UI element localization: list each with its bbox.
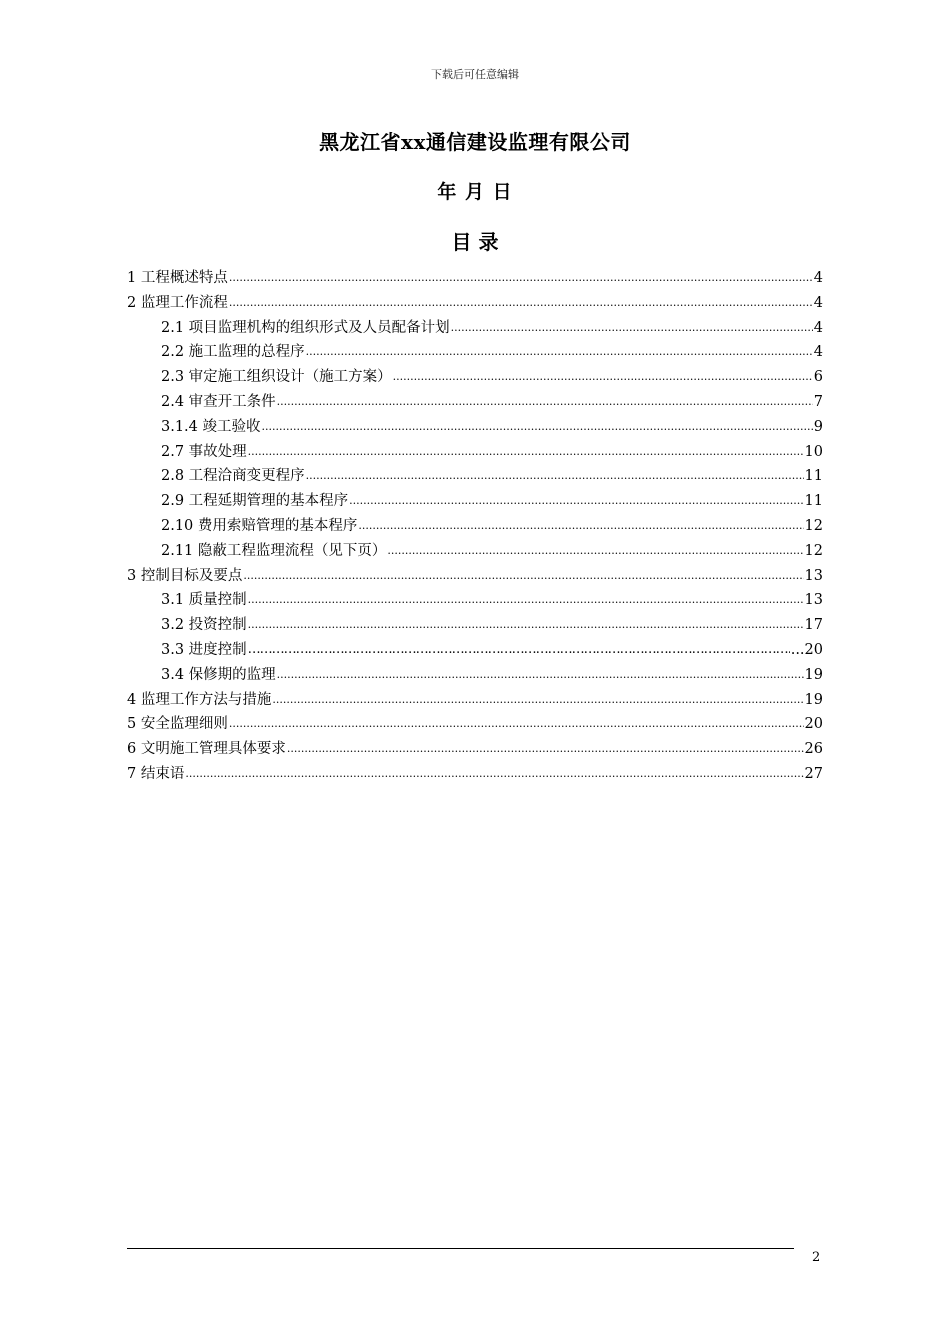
- toc-leader-dots: [229, 291, 813, 316]
- toc-entry-page: 6: [813, 369, 823, 386]
- toc-leader-dots: [262, 415, 813, 440]
- toc-entry-label: 3.4 保修期的监理: [161, 666, 276, 683]
- toc-entry-page: 19: [804, 691, 823, 708]
- toc-entry-label: 3.2 投资控制: [161, 617, 247, 634]
- toc-leader-dots: [287, 737, 804, 762]
- toc-entry-label: 3.1 质量控制: [161, 592, 247, 609]
- toc-entry-page: 7: [813, 393, 823, 410]
- toc-leader-dots: [229, 266, 813, 291]
- toc-title: 目 录: [451, 230, 499, 254]
- toc-leader-dots: [393, 365, 813, 390]
- toc-entry-page: 4: [813, 319, 823, 336]
- toc-entry-label: 7 结束语: [127, 765, 185, 782]
- date-line: 年 月 日: [437, 181, 513, 203]
- toc-entry-label: 2 监理工作流程: [127, 294, 228, 311]
- toc-entry-label: 2.3 审定施工组织设计（施工方案）: [161, 369, 392, 386]
- toc-entry[interactable]: [127, 588, 823, 613]
- toc-entry[interactable]: [127, 464, 823, 489]
- toc-entry-label: 2.10 费用索赔管理的基本程序: [161, 517, 358, 534]
- toc-entry[interactable]: [127, 514, 823, 539]
- toc-entry-page: 12: [804, 542, 823, 559]
- toc-entry[interactable]: [127, 291, 823, 316]
- company-title: 黑龙江省xx通信建设监理有限公司: [319, 130, 631, 154]
- toc-entry[interactable]: [127, 638, 823, 663]
- toc-entry-page: 12: [804, 517, 823, 534]
- toc-entry-page: 9: [813, 418, 823, 435]
- toc-entry-page: 4: [813, 344, 823, 361]
- toc-leader-dots: [306, 464, 804, 489]
- toc-entry-page: 20: [804, 716, 823, 733]
- toc-leader-dots: [185, 762, 803, 787]
- toc-entry[interactable]: [127, 737, 823, 762]
- toc-entry-page: 26: [804, 741, 823, 758]
- toc-leader-dots: [387, 539, 803, 564]
- toc-entry[interactable]: [127, 390, 823, 415]
- toc-entry-page: 17: [804, 617, 823, 634]
- toc-entry[interactable]: [127, 613, 823, 638]
- toc-entry-label: 4 监理工作方法与措施: [127, 691, 272, 708]
- toc-entry-page: 4: [813, 294, 823, 311]
- toc-entry-page: ...20: [790, 641, 823, 658]
- toc-leader-dots: [358, 514, 803, 539]
- toc-entry-label: 2.8 工程洽商变更程序: [161, 468, 305, 485]
- toc-entry-page: 13: [804, 592, 823, 609]
- toc-leader-dots: [248, 588, 804, 613]
- toc-leader-dots: [248, 613, 804, 638]
- toc-entry[interactable]: [127, 489, 823, 514]
- toc-entry-label: 3 控制目标及要点: [127, 567, 243, 584]
- toc-entry-label: 2.9 工程延期管理的基本程序: [161, 493, 349, 510]
- toc-entry-label: 2.1 项目监理机构的组织形式及人员配备计划: [161, 319, 450, 336]
- toc-entry[interactable]: [127, 340, 823, 365]
- toc-entry[interactable]: [127, 712, 823, 737]
- toc-leader-dots: [229, 712, 804, 737]
- toc-entry-page: 27: [804, 765, 823, 782]
- table-of-contents: [127, 266, 823, 787]
- toc-entry-page: 4: [813, 270, 823, 286]
- toc-entry[interactable]: [127, 762, 823, 787]
- toc-entry[interactable]: [127, 564, 823, 589]
- page-number: 2: [812, 1250, 821, 1265]
- toc-entry-page: 10: [804, 443, 823, 460]
- toc-entry[interactable]: [127, 365, 823, 390]
- toc-entry[interactable]: [127, 440, 823, 465]
- toc-entry[interactable]: [127, 688, 823, 713]
- toc-leader-dots: [451, 316, 813, 341]
- toc-leader-dots: [277, 663, 804, 688]
- toc-leader-dots: [306, 340, 813, 365]
- toc-leader-dots: [248, 440, 804, 465]
- toc-entry-page: 19: [804, 666, 823, 683]
- toc-entry-label: 5 安全监理细则: [127, 716, 228, 733]
- toc-entry-label: 6 文明施工管理具体要求: [127, 741, 286, 758]
- toc-entry-label: 2.4 审查开工条件: [161, 393, 276, 410]
- toc-entry-label: 1 工程概述特点: [127, 270, 228, 286]
- toc-leader-dots: [248, 638, 790, 663]
- toc-entry-label: 2.7 事故处理: [161, 443, 247, 460]
- toc-entry-label: 3.3 进度控制: [161, 641, 247, 658]
- toc-entry-page: 11: [804, 468, 823, 485]
- toc-leader-dots: [272, 688, 803, 713]
- footer-divider: [127, 1248, 794, 1249]
- toc-entry-page: 13: [804, 567, 823, 584]
- header-note: 下载后可任意编辑: [431, 68, 519, 81]
- toc-entry[interactable]: [127, 266, 823, 291]
- toc-leader-dots: [349, 489, 803, 514]
- toc-entry-label: 2.2 施工监理的总程序: [161, 344, 305, 361]
- toc-entry-label: 2.11 隐蔽工程监理流程（见下页）: [161, 542, 387, 559]
- toc-entry-label: 3.1.4 竣工验收: [161, 418, 261, 435]
- toc-leader-dots: [243, 564, 803, 589]
- toc-entry[interactable]: [127, 663, 823, 688]
- toc-leader-dots: [277, 390, 813, 415]
- toc-entry[interactable]: [127, 539, 823, 564]
- toc-entry[interactable]: [127, 316, 823, 341]
- toc-entry-page: 11: [804, 493, 823, 510]
- toc-entry[interactable]: [127, 415, 823, 440]
